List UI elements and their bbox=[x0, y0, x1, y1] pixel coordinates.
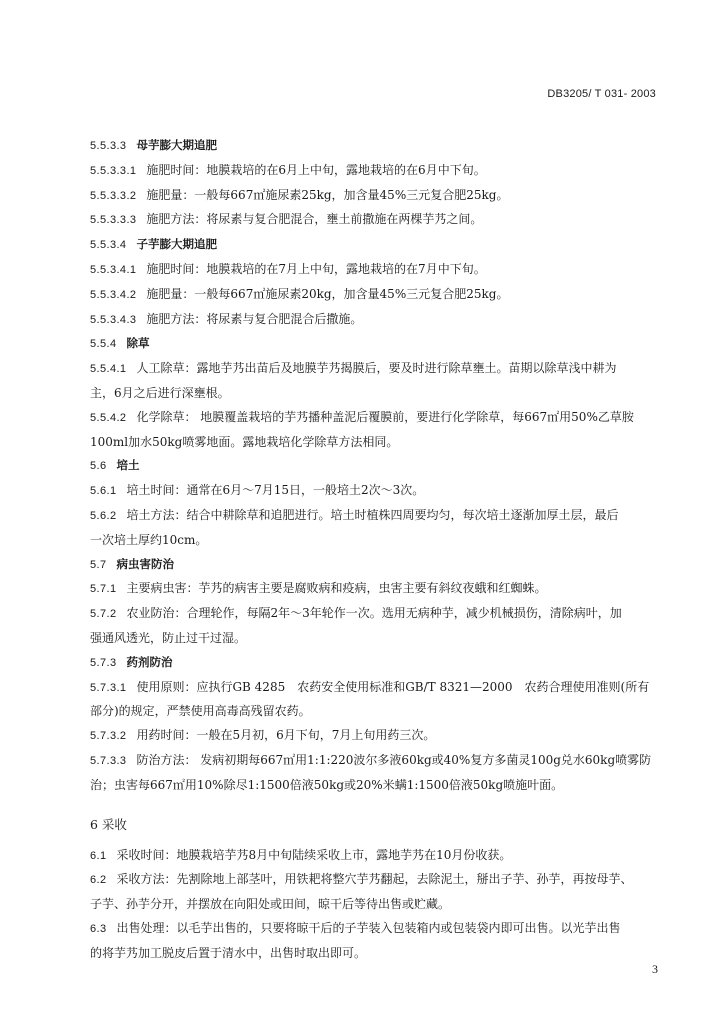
clause-5-7-3-1-cont: 部分)的规定，严禁使用高毒高残留农药。 bbox=[90, 704, 311, 719]
clause-5-5-3-3: 5.5.3.3 母芋膨大期追肥 bbox=[90, 138, 217, 152]
clause-5-5-4-1: 5.5.4.1 人工除草：露地芋艿出苗后及地膜芋艿揭膜后，要及时进行除草壅土。苗期以除草浅中耕为 bbox=[90, 361, 617, 376]
clause-5-7-3-1: 5.7.3.1 使用原则：应执行GB 4285 农药安全使用标准和GB/T 8321—2000 农药合理使用准则(所有 bbox=[90, 679, 650, 694]
clause-6-3-cont: 的将芋艿加工脱皮后置于清水中，出售时取出即可。 bbox=[90, 945, 367, 960]
clause-5-5-4: 5.5.4 除草 bbox=[90, 336, 150, 351]
clause-5-5-3-4-1: 5.5.3.4.1 施肥时间：地膜栽培的在7月上中旬，露地栽培的在7月中下旬。 bbox=[90, 261, 486, 276]
clause-6-3: 6.3 出售处理：以毛芋出售的，只要将晾干后的子芋装入包装箱内或包装袋内即可出售。以光芋出售 bbox=[90, 920, 621, 935]
clause-6-1: 6.1 采收时间：地膜栽培芋艿8月中旬陆续采收上市，露地芋艿在10月份收获。 bbox=[90, 847, 512, 862]
clause-6-2: 6.2 采收方法：先割除地上部茎叶，用铁耙将整穴芋艿翻起，去除泥土，掰出子芋、孙芋，再按母芋、 bbox=[90, 872, 633, 887]
clause-5-7-2-cont: 强通风透光，防止过干过湿。 bbox=[90, 630, 247, 645]
clause-5-5-4-1-cont: 主，6月之后进行深壅根。 bbox=[90, 385, 230, 400]
clause-5-5-3-3-2: 5.5.3.3.2 施肥量：一般每667㎡施尿素25kg，加含量45%三元复合肥25kg。 bbox=[90, 187, 509, 202]
clause-5-5-4-2-cont: 100ml加水50kg喷雾地面。露地栽培化学除草方法相同。 bbox=[90, 434, 399, 449]
section-6-title: 6 采收 bbox=[90, 816, 127, 832]
clause-5-7: 5.7 病虫害防治 bbox=[90, 556, 174, 571]
clause-5-6-1: 5.6.1 培土时间：通常在6月～7月15日，一般培土2次～3次。 bbox=[90, 483, 425, 498]
clause-5-6-2: 5.6.2 培土方法：结合中耕除草和追肥进行。培土时植株四周要均匀，每次培土逐渐加厚土层，最后 bbox=[90, 507, 619, 522]
clause-5-7-1: 5.7.1 主要病虫害：芋艿的病害主要是腐败病和疫病，虫害主要有斜纹夜蛾和红蜘蛛。 bbox=[90, 581, 547, 596]
clause-6-2-cont: 子芋、孙芋分开，并摆放在向阳处或田间，晾干后等待出售或贮藏。 bbox=[90, 897, 451, 912]
document-body bbox=[90, 134, 658, 966]
clause-5-7-3-3: 5.7.3.3 防治方法： 发病初期每667㎡用1:1:220波尔多液60kg或40%复方多菌灵100g兑水60kg喷雾防 bbox=[90, 752, 652, 767]
clause-5-7-2: 5.7.2 农业防治：合理轮作，每隔2年～3年轮作一次。选用无病种芋，减少机械损伤，清除病叶，加 bbox=[90, 606, 622, 621]
clause-5-6: 5.6 培土 bbox=[90, 458, 140, 473]
clause-5-7-3-2: 5.7.3.2 用药时间：一般在5月初，6月下旬，7月上旬用药三次。 bbox=[90, 728, 436, 743]
clause-5-5-3-4: 5.5.3.4 子芋膨大期追肥 bbox=[90, 237, 217, 252]
clause-5-6-2-cont: 一次培土厚约10cm。 bbox=[90, 532, 208, 547]
clause-5-5-4-2: 5.5.4.2 化学除草： 地膜覆盖栽培的芋艿播种盖泥后覆膜前，要进行化学除草，每667㎡用50%乙草胺 bbox=[90, 409, 634, 424]
clause-5-7-3-3-cont: 治；虫害每667㎡用10%除尽1:1500倍液50kg或20%米螨1:1500倍液50kg喷施叶面。 bbox=[90, 777, 564, 792]
clause-5-5-3-4-3: 5.5.3.4.3 施肥方法：将尿素与复合肥混合后撒施。 bbox=[90, 311, 363, 326]
clause-5-5-3-3-1: 5.5.3.3.1 施肥时间：地膜栽培的在6月上中旬，露地栽培的在6月中下旬。 bbox=[90, 162, 486, 177]
doc-id-header: DB3205/ T 031- 2003 bbox=[547, 88, 656, 100]
clause-5-7-3: 5.7.3 药剂防治 bbox=[90, 654, 173, 669]
clause-5-5-3-4-2: 5.5.3.4.2 施肥量：一般每667㎡施尿素20kg，加含量45%三元复合肥25kg。 bbox=[90, 286, 509, 301]
clause-5-5-3-3-3: 5.5.3.3.3 施肥方法：将尿素与复合肥混合，壅土前撒施在两棵芋艿之间。 bbox=[90, 212, 483, 227]
page-number: 3 bbox=[652, 962, 658, 976]
